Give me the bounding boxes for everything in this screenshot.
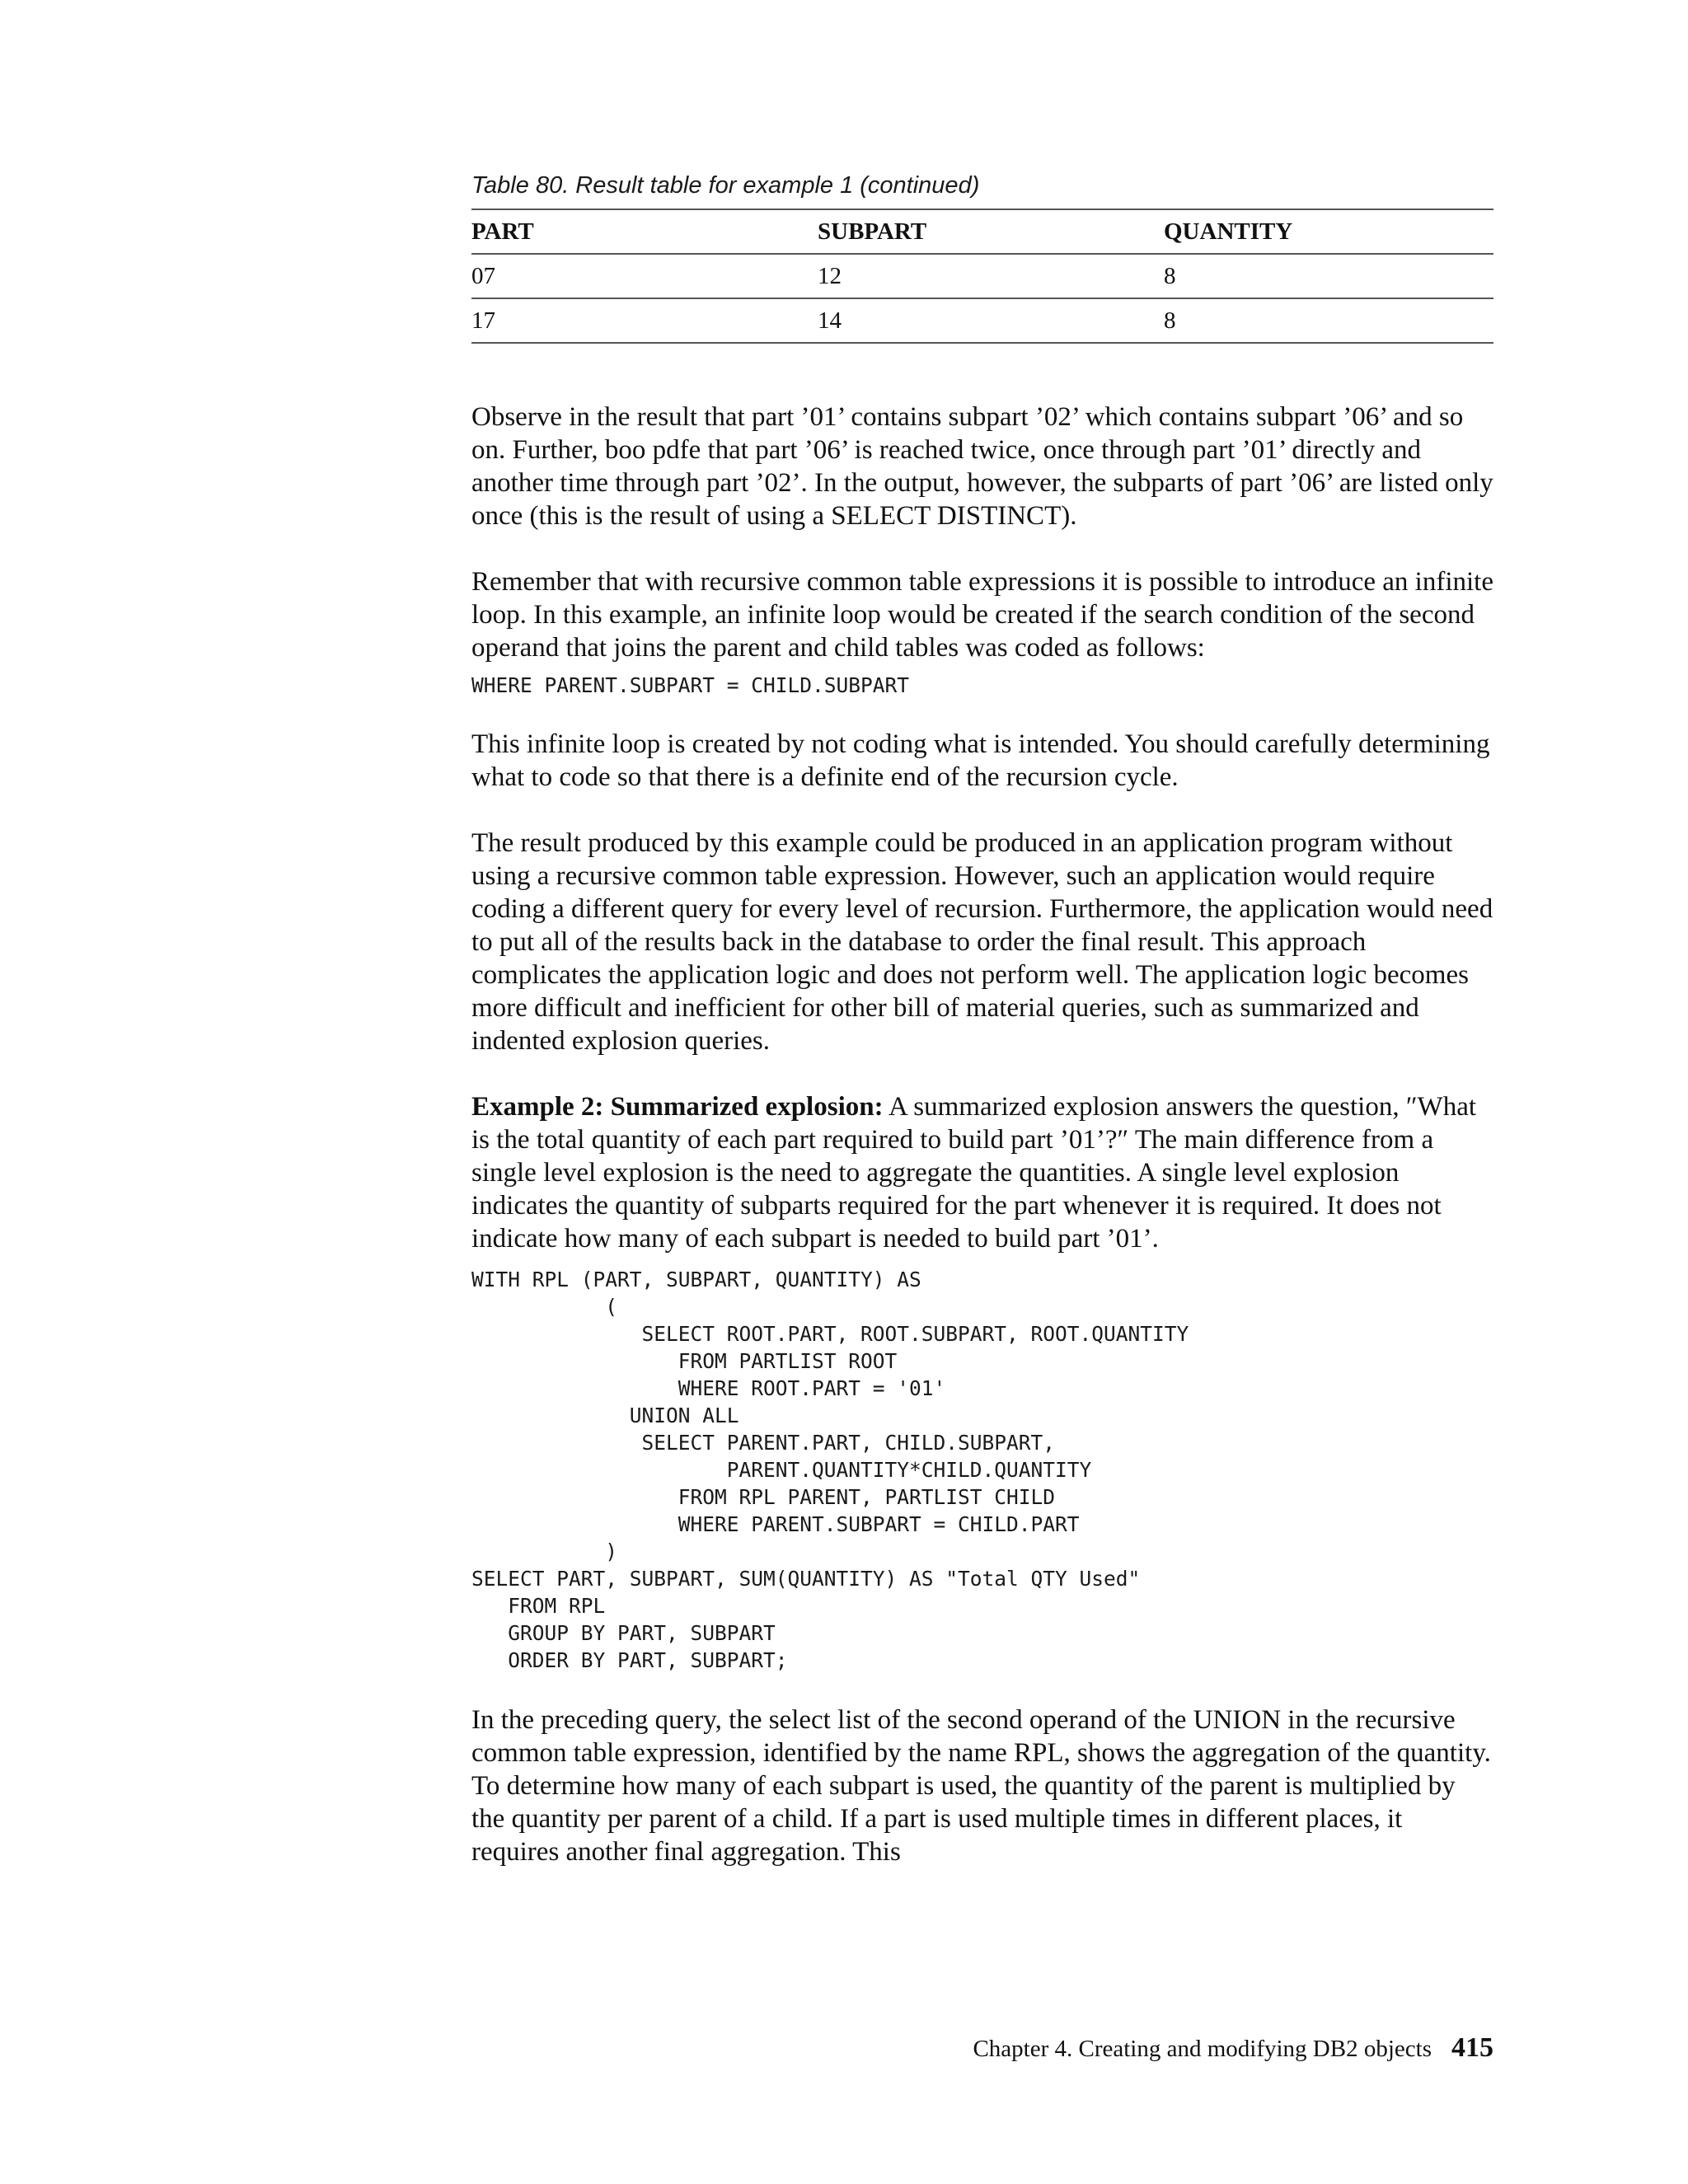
footer-chapter-title: Chapter 4. Creating and modifying DB2 objects — [973, 2036, 1432, 2062]
cell-part: 17 — [471, 298, 818, 343]
paragraph-infinite-loop: Remember that with recursive common table expressions it is possible to introduce an infinite loop. In this example, an infinite loop would be created if the search condition of the second operand that joins the parent and child tables was coded as follows: — [471, 567, 1493, 663]
column-header-quantity: QUANTITY — [1164, 209, 1493, 254]
example-2-heading: Example 2: Summarized explosion: — [471, 1092, 884, 1122]
paragraph-application-approach: The result produced by this example could be produced in an application program without using a recursive common table expression. However, such an application would require coding a different query for every level of recursion. Furthermore, the application would need to put all of the results back in the database to order the final result. This approach complicates the application logic and does not perform well. The application logic becomes more difficult and inefficient for other bill of material queries, such as summarized and indented explosion queries. — [471, 828, 1493, 1056]
paragraph-observe: Observe in the result that part ’01’ contains subpart ’02’ which contains subpart ’06’ and so on. Further, boo pdfe that part ’06’ is reached twice, once through part ’01’ directly and another time through part ’02’. In the output, however, the subparts of part ’06’ are listed only once (this is the result of using a SELECT DISTINCT). — [471, 402, 1493, 531]
column-header-part: PART — [471, 209, 818, 254]
cell-quantity: 8 — [1164, 254, 1493, 298]
page-number: 415 — [1451, 2032, 1493, 2063]
table-row — [471, 298, 1493, 343]
table-header-row — [471, 209, 1493, 254]
cell-subpart: 12 — [818, 254, 1164, 298]
column-header-subpart: SUBPART — [818, 209, 1164, 254]
code-summarized-explosion-query: WITH RPL (PART, SUBPART, QUANTITY) AS ( SELECT ROOT.PART, ROOT.SUBPART, ROOT.QUANTITY FROM PARTLIST ROOT WHERE ROOT.PART = '01' UNION ALL SELECT PARENT.PART, CHILD.SUBPART, PARENT.QUANTITY*CHILD.QUANTITY FROM RPL PARENT, PARTLIST CHILD WHERE PARENT.SUBPART = CHILD.PART ) SELECT PART, SUBPART, SUM(QUANTITY) AS "Total QTY Used" FROM RPL GROUP BY PART, SUBPART ORDER BY PART, SUBPART; — [471, 1268, 1189, 1672]
code-where-clause: WHERE PARENT.SUBPART = CHILD.SUBPART — [471, 673, 910, 697]
page-footer — [973, 2032, 1493, 2065]
page-content — [471, 169, 1493, 1868]
paragraph-infinite-loop-cause: This infinite loop is created by not coding what is intended. You should carefully determining what to code so that there is a definite end of the recursion cycle. — [471, 729, 1490, 792]
cell-subpart: 14 — [818, 298, 1164, 343]
paragraph-example-2 — [471, 1090, 1493, 1255]
example-2-text: A summarized explosion answers the question, ″What is the total quantity of each part required to build part ’01’?″ The main difference from a single level explosion is the need to aggregate the quantities. A single level explosion indicates the quantity of subparts required for the part whenever it is required. It does not indicate how many of each subpart is needed to build part ’01’. — [471, 1092, 1477, 1254]
table-row — [471, 254, 1493, 298]
table-caption: Table 80. Result table for example 1 (continued) — [471, 172, 980, 199]
cell-quantity: 8 — [1164, 298, 1493, 343]
cell-part: 07 — [471, 254, 818, 298]
result-table — [471, 209, 1493, 344]
paragraph-preceding-query: In the preceding query, the select list of the second operand of the UNION in the recursive common table expression, identified by the name RPL, shows the aggregation of the quantity. To determine how many of each subpart is used, the quantity of the parent is multiplied by the quantity per parent of a child. If a part is used multiple times in different places, it requires another final aggregation. This — [471, 1705, 1491, 1867]
